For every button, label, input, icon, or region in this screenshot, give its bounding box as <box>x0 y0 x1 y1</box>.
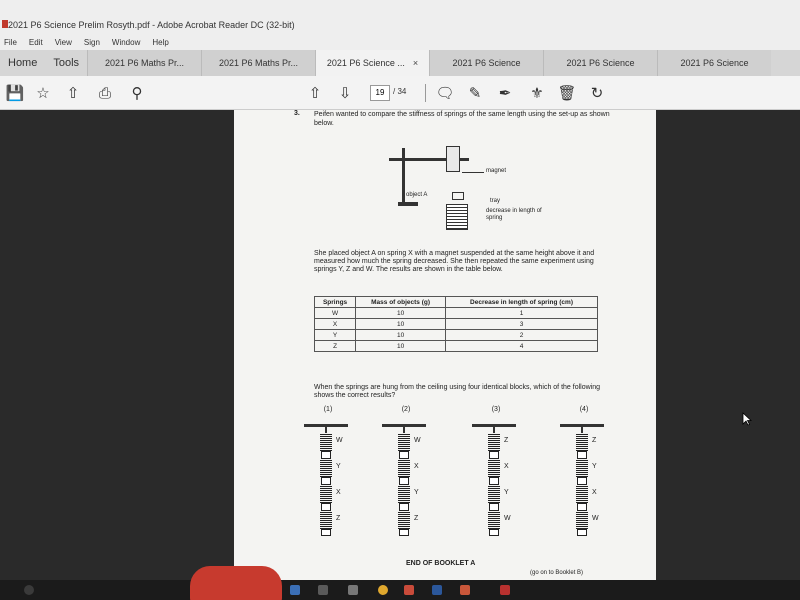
tab-label: 2021 P6 Science <box>566 58 635 68</box>
option-label: (2) <box>401 406 411 413</box>
question-intro: Peifen wanted to compare the stiffness of springs of the same length using the set-up as shown below. <box>314 111 610 127</box>
page-up-icon[interactable]: ⇧ <box>308 85 322 102</box>
block-shape <box>577 451 587 459</box>
header-decrease: Decrease in length of spring (cm) <box>446 297 598 308</box>
option-2 <box>376 406 436 536</box>
star-icon[interactable]: ☆ <box>36 85 50 102</box>
spring-label: X <box>504 463 509 470</box>
results-table <box>314 296 598 352</box>
header-mass: Mass of objects (g) <box>356 297 446 308</box>
option-label: (3) <box>491 406 501 413</box>
mouse-cursor-icon <box>742 412 752 426</box>
table-row <box>315 308 598 319</box>
object-a-label: object A <box>406 192 428 198</box>
table-cell: W <box>315 308 356 319</box>
spring-label: W <box>414 437 421 444</box>
block-shape <box>577 477 587 485</box>
block-shape <box>577 503 587 511</box>
spring-shape <box>576 433 588 451</box>
spring-shape <box>320 511 332 529</box>
table-cell: 3 <box>446 319 598 330</box>
option-3 <box>466 406 526 536</box>
table-cell: 4 <box>446 341 598 352</box>
spring-shape <box>398 459 410 477</box>
tab-home[interactable]: Home <box>8 57 38 69</box>
spring-label: Y <box>336 463 341 470</box>
question-number: 3. <box>294 110 300 117</box>
tray-label: tray <box>490 198 501 204</box>
block-shape <box>399 477 409 485</box>
option-label: (1) <box>323 406 333 413</box>
spring-shape <box>576 511 588 529</box>
word-icon[interactable] <box>432 585 442 595</box>
spring-shape <box>398 511 410 529</box>
taskbar <box>0 580 800 600</box>
menu-window[interactable]: Window <box>111 37 141 47</box>
end-of-booklet: END OF BOOKLET A <box>406 560 476 567</box>
table-cell: 10 <box>356 341 446 352</box>
magnet-pointer <box>462 172 484 173</box>
header-springs: Springs <box>315 297 356 308</box>
spring-shape <box>488 511 500 529</box>
retort-stand-base <box>398 202 418 206</box>
block-shape <box>399 503 409 511</box>
table-row <box>315 319 598 330</box>
tab-label: 2021 P6 Maths Pr... <box>105 58 185 68</box>
comment-icon[interactable]: 🗨 <box>435 85 455 102</box>
acrobat-icon[interactable] <box>500 585 510 595</box>
toolbar <box>0 76 800 110</box>
spring-shape <box>488 433 500 451</box>
tray-spring-shape <box>446 204 468 230</box>
upload-icon[interactable]: ⇧ <box>66 85 80 102</box>
spring-shape <box>320 433 332 451</box>
block-shape <box>321 529 331 536</box>
table-cell: 10 <box>356 330 446 341</box>
spring-label: W <box>504 515 511 522</box>
tab-document[interactable] <box>201 50 315 76</box>
decrease-label: decrease in length of spring <box>486 208 542 221</box>
menu-view[interactable]: View <box>54 37 72 47</box>
taskbar-app-icon[interactable] <box>318 585 328 595</box>
tab-label: 2021 P6 Science <box>680 58 749 68</box>
taskbar-app-icon[interactable] <box>404 585 414 595</box>
spring-label: X <box>414 463 419 470</box>
taskbar-app-icon[interactable] <box>348 585 358 595</box>
magnet-label: magnet <box>486 168 507 174</box>
menu-sign[interactable]: Sign <box>83 37 100 47</box>
tab-document[interactable] <box>657 50 771 76</box>
page-down-icon[interactable]: ⇩ <box>338 85 352 102</box>
object-a-shape <box>452 192 464 200</box>
spring-shape <box>320 459 332 477</box>
powerpoint-icon[interactable] <box>460 585 470 595</box>
option-label: (4) <box>579 406 589 413</box>
magnet-shape <box>446 146 460 172</box>
tab-bar <box>0 50 800 76</box>
question-text: When the springs are hung from the ceiling using four identical blocks, which of the following shows the correct results? <box>314 384 600 399</box>
tab-document[interactable] <box>543 50 657 76</box>
menu-help[interactable]: Help <box>152 37 169 47</box>
spring-label: Y <box>592 463 597 470</box>
search-icon[interactable] <box>24 585 34 595</box>
delete-icon[interactable]: 🗑 <box>557 85 577 102</box>
block-shape <box>321 451 331 459</box>
spring-shape <box>576 485 588 503</box>
retort-stand-pole <box>402 148 405 204</box>
block-shape <box>321 503 331 511</box>
block-shape <box>489 503 499 511</box>
table-cell: X <box>315 319 356 330</box>
block-shape <box>399 451 409 459</box>
window-title: 2021 P6 Science Prelim Rosyth.pdf - Adobe Acrobat Reader DC (32-bit) <box>8 20 295 30</box>
spring-label: X <box>592 489 597 496</box>
block-shape <box>489 529 499 536</box>
red-foreground-object <box>190 566 282 600</box>
tab-label: 2021 P6 Science <box>452 58 521 68</box>
table-row <box>315 341 598 352</box>
go-on-note: (go on to Booklet B) <box>530 570 584 576</box>
page-number-input[interactable]: 19 <box>370 85 390 101</box>
table-cell: Z <box>315 341 356 352</box>
spring-shape <box>398 485 410 503</box>
sign-icon[interactable]: ✒ <box>498 85 512 102</box>
menu-bar <box>0 34 800 50</box>
tab-document[interactable] <box>87 50 201 76</box>
menu-edit[interactable]: Edit <box>28 37 43 47</box>
save-icon[interactable]: 💾 <box>5 85 25 102</box>
tab-label: 2021 P6 Science ... <box>326 58 405 68</box>
spring-label: Y <box>504 489 509 496</box>
spring-label: Z <box>592 437 597 444</box>
spring-shape <box>320 485 332 503</box>
option-4 <box>554 406 614 536</box>
block-shape <box>399 529 409 536</box>
spring-label: Y <box>414 489 419 496</box>
table-header-row <box>315 297 598 308</box>
block-shape <box>321 477 331 485</box>
table-cell: Y <box>315 330 356 341</box>
block-shape <box>489 477 499 485</box>
spring-label: W <box>336 437 343 444</box>
experiment-description: She placed object A on spring X with a magnet suspended at the same height above it and measured how much the spring decreased. She then repeated the same experiment using springs Y, Z and W. The results are shown in the table below. <box>314 250 595 273</box>
page-total: / 34 <box>393 87 407 96</box>
spring-label: W <box>592 515 599 522</box>
spring-label: Z <box>336 515 341 522</box>
spring-label: X <box>336 489 341 496</box>
stamp-icon[interactable]: ⚜ <box>530 85 544 102</box>
taskbar-app-icon[interactable] <box>290 585 300 595</box>
block-shape <box>489 451 499 459</box>
title-bar <box>0 0 800 34</box>
spring-shape <box>398 433 410 451</box>
toolbar-divider <box>425 84 426 102</box>
option-1 <box>298 406 358 536</box>
table-row <box>315 330 598 341</box>
block-shape <box>577 529 587 536</box>
menu-file[interactable]: File <box>4 37 17 47</box>
refresh-icon[interactable]: ↻ <box>590 85 604 102</box>
spring-label: Z <box>414 515 419 522</box>
spring-shape <box>488 459 500 477</box>
table-cell: 10 <box>356 308 446 319</box>
spring-label: Z <box>504 437 509 444</box>
tab-document[interactable] <box>429 50 543 76</box>
table-cell: 2 <box>446 330 598 341</box>
tab-document-active[interactable] <box>315 50 429 76</box>
highlight-icon[interactable]: ✎ <box>468 85 482 102</box>
tab-tools[interactable]: Tools <box>53 57 80 69</box>
table-cell: 1 <box>446 308 598 319</box>
spring-shape <box>488 485 500 503</box>
pdf-page <box>234 110 656 582</box>
table-cell: 10 <box>356 319 446 330</box>
zoom-icon[interactable]: ⚲ <box>131 85 143 102</box>
print-icon[interactable]: ⎙ <box>98 84 111 102</box>
spring-shape <box>576 459 588 477</box>
close-tab-icon[interactable]: × <box>412 58 419 68</box>
chrome-icon[interactable] <box>378 585 388 595</box>
tab-label: 2021 P6 Maths Pr... <box>219 58 299 68</box>
